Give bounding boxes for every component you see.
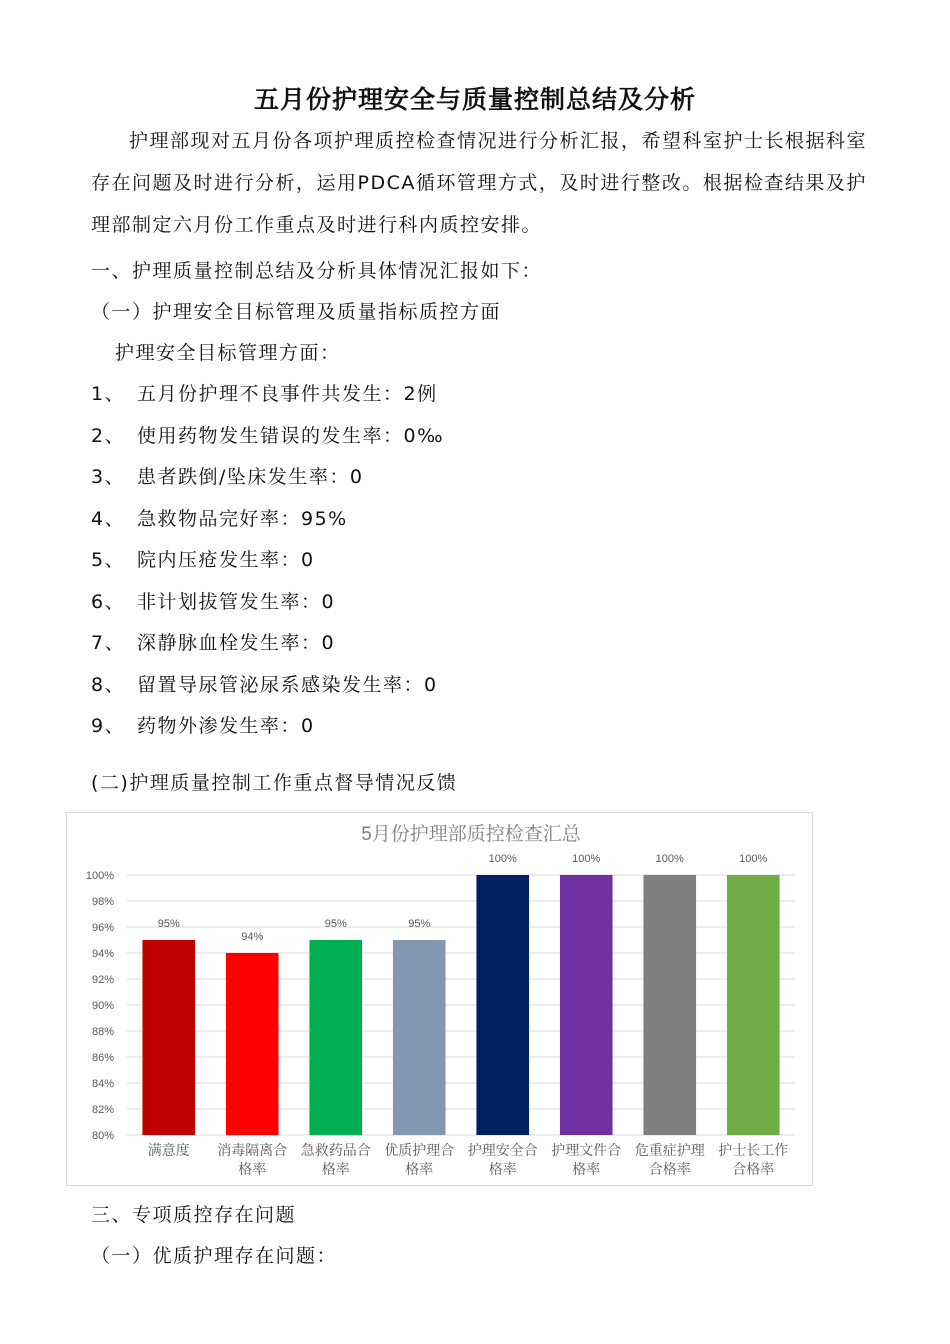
list-item-text: 院内压疮发生率：0 xyxy=(137,549,315,571)
list-item-text: 留置导尿管泌尿系感染发生率：0 xyxy=(137,673,438,696)
list-item-number: 9、 xyxy=(91,715,126,737)
list-item-number: 6、 xyxy=(91,590,126,613)
bar xyxy=(393,940,446,1135)
list-item-text: 五月份护理不良事件共发生：2例 xyxy=(137,383,438,405)
bar xyxy=(476,875,529,1135)
x-tick-label: 护理文件合 xyxy=(551,1142,622,1158)
x-tick-label: 格率 xyxy=(488,1161,517,1177)
intro-paragraph: 护理部现对五月份各项护理质控检查情况进行分析汇报，希望科室护士长根据科室存在问题及时进行分析，运用PDCA循环管理方式，及时进行整改。根据检查结果及护理部制定六月份工作重点及时进行科内质控安排。 xyxy=(91,130,868,236)
x-tick-label: 格率 xyxy=(321,1161,350,1177)
x-tick-label: 合格率 xyxy=(648,1161,691,1177)
y-tick-label: 88% xyxy=(91,1026,114,1038)
list-item xyxy=(91,545,315,572)
bar xyxy=(226,953,279,1135)
section3-sub1-heading: （一）优质护理存在问题： xyxy=(91,1245,338,1267)
list-item-number: 4、 xyxy=(91,507,126,530)
x-tick-label: 格率 xyxy=(572,1161,601,1177)
data-label: 100% xyxy=(655,853,684,865)
bar xyxy=(560,875,613,1135)
y-tick-label: 96% xyxy=(91,922,114,934)
list-item-number: 3、 xyxy=(91,466,126,488)
list-item-text: 非计划拔管发生率：0 xyxy=(137,590,336,613)
quality-control-chart xyxy=(66,812,813,1186)
x-tick-label: 护士长工作 xyxy=(718,1142,789,1158)
list-item-text: 药物外渗发生率：0 xyxy=(137,715,315,737)
list-item-text: 急救物品完好率：95% xyxy=(137,507,348,530)
x-tick-label: 满意度 xyxy=(147,1142,190,1158)
y-tick-label: 92% xyxy=(91,974,114,986)
list-item-number: 1、 xyxy=(91,383,126,405)
list-item xyxy=(91,379,438,406)
data-label: 95% xyxy=(157,918,180,930)
chart-title: 5月份护理部质控检查汇总 xyxy=(361,824,581,845)
list-item-number: 2、 xyxy=(91,424,126,447)
x-tick-label: 优质护理合 xyxy=(384,1142,455,1158)
x-tick-label: 格率 xyxy=(238,1161,267,1177)
document-title: 五月份护理安全与质量控制总结及分析 xyxy=(253,85,696,114)
x-tick-label: 护理安全合 xyxy=(467,1142,538,1158)
y-tick-label: 98% xyxy=(91,896,114,908)
list-item xyxy=(91,504,348,531)
bar-chart-svg xyxy=(67,813,812,1185)
data-label: 95% xyxy=(324,918,347,930)
section3-heading: 三、专项质控存在问题 xyxy=(91,1204,297,1226)
list-item-text: 使用药物发生错误的发生率：0‰ xyxy=(137,424,445,447)
list-item-number: 5、 xyxy=(91,549,126,571)
list-item xyxy=(91,421,444,448)
bar xyxy=(643,875,696,1135)
x-tick-label: 合格率 xyxy=(732,1161,775,1177)
safety-goals-intro: 护理安全目标管理方面： xyxy=(115,342,341,364)
section1-sub2-heading: (二)护理质量控制工作重点督导情况反馈 xyxy=(91,772,458,794)
data-label: 100% xyxy=(488,853,517,865)
section1-heading: 一、护理质量控制总结及分析具体情况汇报如下： xyxy=(91,260,543,282)
y-tick-label: 82% xyxy=(91,1104,114,1116)
y-tick-label: 94% xyxy=(91,948,114,960)
y-tick-label: 90% xyxy=(91,1000,114,1012)
section1-sub1-heading: （一）护理安全目标管理及质量指标质控方面 xyxy=(91,301,502,323)
x-tick-label: 危重症护理 xyxy=(634,1142,705,1158)
list-item xyxy=(91,462,364,489)
list-item-text: 患者跌倒/坠床发生率：0 xyxy=(137,466,364,488)
list-item xyxy=(91,670,438,697)
x-tick-label: 格率 xyxy=(405,1161,434,1177)
y-tick-label: 84% xyxy=(91,1078,114,1090)
x-tick-label: 消毒隔离合 xyxy=(217,1142,288,1158)
data-label: 100% xyxy=(572,853,601,865)
bar xyxy=(727,875,780,1135)
list-item xyxy=(91,587,335,614)
list-item-text: 深静脉血栓发生率：0 xyxy=(137,632,336,654)
list-item-number: 8、 xyxy=(91,673,126,696)
y-tick-label: 100% xyxy=(85,870,114,882)
data-label: 100% xyxy=(739,853,768,865)
bar xyxy=(309,940,362,1135)
list-item xyxy=(91,711,315,738)
list-item xyxy=(91,628,335,655)
bar xyxy=(142,940,195,1135)
y-tick-label: 86% xyxy=(91,1052,114,1064)
data-label: 94% xyxy=(241,931,264,943)
data-label: 95% xyxy=(408,918,431,930)
list-item-number: 7、 xyxy=(91,632,126,654)
y-tick-label: 80% xyxy=(91,1130,114,1142)
x-tick-label: 急救药品合 xyxy=(300,1142,371,1158)
